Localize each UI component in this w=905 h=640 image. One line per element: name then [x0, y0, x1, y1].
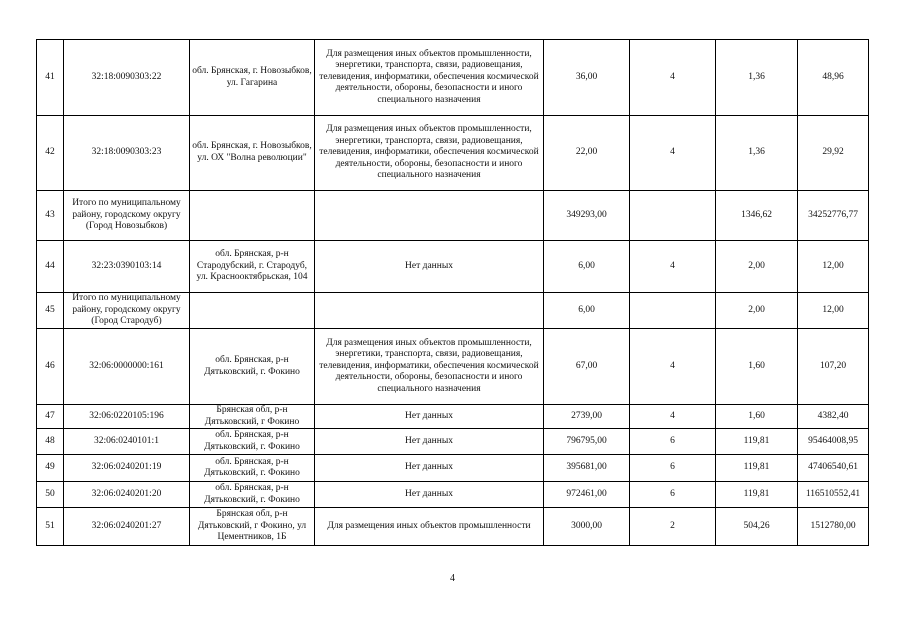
area: 6,00	[544, 293, 630, 329]
row-number: 42	[37, 116, 64, 191]
area: 972461,00	[544, 482, 630, 508]
row-number: 45	[37, 293, 64, 329]
page-number: 4	[450, 573, 455, 584]
row-number: 44	[37, 241, 64, 293]
row-number: 41	[37, 40, 64, 116]
table-row	[37, 405, 869, 429]
row-number: 51	[37, 508, 64, 546]
subtotal-label: Итого по муниципальному району, городскому округу (Город Стародуб)	[64, 293, 190, 329]
subtotal-row	[37, 293, 869, 329]
cadastral-value: 12,00	[798, 293, 869, 329]
specific-value: 2,00	[716, 241, 798, 293]
permitted-use: Для размещения иных объектов промышленности, энергетики, транспорта, связи, радиовещания, телевидения, информатики, обеспечения космической деятельности, обороны, безопасности и иного специального назначения	[315, 116, 544, 191]
address: обл. Брянская, р-н Дятьковский, г. Фокино	[190, 482, 315, 508]
address: обл. Брянская, р-н Дятьковский, г. Фокино	[190, 455, 315, 482]
permitted-use: Для размещения иных объектов промышленности, энергетики, транспорта, связи, радиовещания, телевидения, информатики, обеспечения космической деятельности, обороны, безопасности и иного специального назначения	[315, 329, 544, 405]
cadastral-number: 32:06:0240201:27	[64, 508, 190, 546]
area: 796795,00	[544, 429, 630, 455]
group-number: 4	[630, 241, 716, 293]
permitted-use: Нет данных	[315, 455, 544, 482]
address: обл. Брянская, г. Новозыбков, ул. ОХ "Волна революции"	[190, 116, 315, 191]
cadastral-value: 48,96	[798, 40, 869, 116]
specific-value: 1,60	[716, 405, 798, 429]
specific-value: 119,81	[716, 455, 798, 482]
area: 36,00	[544, 40, 630, 116]
cadastral-value: 29,92	[798, 116, 869, 191]
table-row	[37, 455, 869, 482]
permitted-use: Для размещения иных объектов промышленности	[315, 508, 544, 546]
area: 22,00	[544, 116, 630, 191]
address: обл. Брянская, г. Новозыбков, ул. Гагарина	[190, 40, 315, 116]
area: 395681,00	[544, 455, 630, 482]
land-plots-table	[36, 39, 869, 546]
table-row	[37, 241, 869, 293]
cadastral-number: 32:06:0240201:20	[64, 482, 190, 508]
address: обл. Брянская, р-н Стародубский, г. Стародуб, ул. Краснооктябрьская, 104	[190, 241, 315, 293]
permitted-use: Нет данных	[315, 241, 544, 293]
cadastral-value: 47406540,61	[798, 455, 869, 482]
subtotal-row	[37, 191, 869, 241]
cadastral-number: 32:06:0240201:19	[64, 455, 190, 482]
row-number: 50	[37, 482, 64, 508]
permitted-use	[315, 191, 544, 241]
cadastral-number: 32:06:0240101:1	[64, 429, 190, 455]
group-number	[630, 293, 716, 329]
specific-value: 1,36	[716, 116, 798, 191]
group-number	[630, 191, 716, 241]
cadastral-number: 32:18:0090303:22	[64, 40, 190, 116]
cadastral-value: 12,00	[798, 241, 869, 293]
subtotal-label: Итого по муниципальному району, городскому округу (Город Новозыбков)	[64, 191, 190, 241]
cadastral-number: 32:18:0090303:23	[64, 116, 190, 191]
specific-value: 504,26	[716, 508, 798, 546]
cadastral-value: 1512780,00	[798, 508, 869, 546]
cadastral-number: 32:06:0000000:161	[64, 329, 190, 405]
cadastral-value: 95464008,95	[798, 429, 869, 455]
group-number: 6	[630, 455, 716, 482]
table-row	[37, 329, 869, 405]
permitted-use	[315, 293, 544, 329]
specific-value: 1,36	[716, 40, 798, 116]
permitted-use: Нет данных	[315, 405, 544, 429]
address: обл. Брянская, р-н Дятьковский, г. Фокино	[190, 429, 315, 455]
area: 6,00	[544, 241, 630, 293]
group-number: 4	[630, 329, 716, 405]
cadastral-number: 32:23:0390103:14	[64, 241, 190, 293]
cadastral-value: 34252776,77	[798, 191, 869, 241]
cadastral-number: 32:06:0220105:196	[64, 405, 190, 429]
specific-value: 119,81	[716, 429, 798, 455]
group-number: 6	[630, 429, 716, 455]
specific-value: 119,81	[716, 482, 798, 508]
table-row	[37, 482, 869, 508]
area: 67,00	[544, 329, 630, 405]
specific-value: 1346,62	[716, 191, 798, 241]
address	[190, 293, 315, 329]
row-number: 43	[37, 191, 64, 241]
group-number: 4	[630, 40, 716, 116]
area: 3000,00	[544, 508, 630, 546]
row-number: 47	[37, 405, 64, 429]
group-number: 2	[630, 508, 716, 546]
row-number: 48	[37, 429, 64, 455]
permitted-use: Для размещения иных объектов промышленности, энергетики, транспорта, связи, радиовещания, телевидения, информатики, обеспечения космической деятельности, обороны, безопасности и иного специального назначения	[315, 40, 544, 116]
address: Брянская обл, р-н Дятьковский, г Фокино	[190, 405, 315, 429]
group-number: 4	[630, 405, 716, 429]
table-row	[37, 429, 869, 455]
group-number: 6	[630, 482, 716, 508]
row-number: 46	[37, 329, 64, 405]
cadastral-value: 107,20	[798, 329, 869, 405]
permitted-use: Нет данных	[315, 482, 544, 508]
address: обл. Брянская, р-н Дятьковский, г. Фокино	[190, 329, 315, 405]
table-row	[37, 508, 869, 546]
specific-value: 2,00	[716, 293, 798, 329]
specific-value: 1,60	[716, 329, 798, 405]
table-row	[37, 40, 869, 116]
address: Брянская обл, р-н Дятьковский, г Фокино, ул Цементников, 1Б	[190, 508, 315, 546]
area: 2739,00	[544, 405, 630, 429]
permitted-use: Нет данных	[315, 429, 544, 455]
address	[190, 191, 315, 241]
cadastral-value: 4382,40	[798, 405, 869, 429]
table-row	[37, 116, 869, 191]
group-number: 4	[630, 116, 716, 191]
row-number: 49	[37, 455, 64, 482]
area: 349293,00	[544, 191, 630, 241]
cadastral-value: 116510552,41	[798, 482, 869, 508]
